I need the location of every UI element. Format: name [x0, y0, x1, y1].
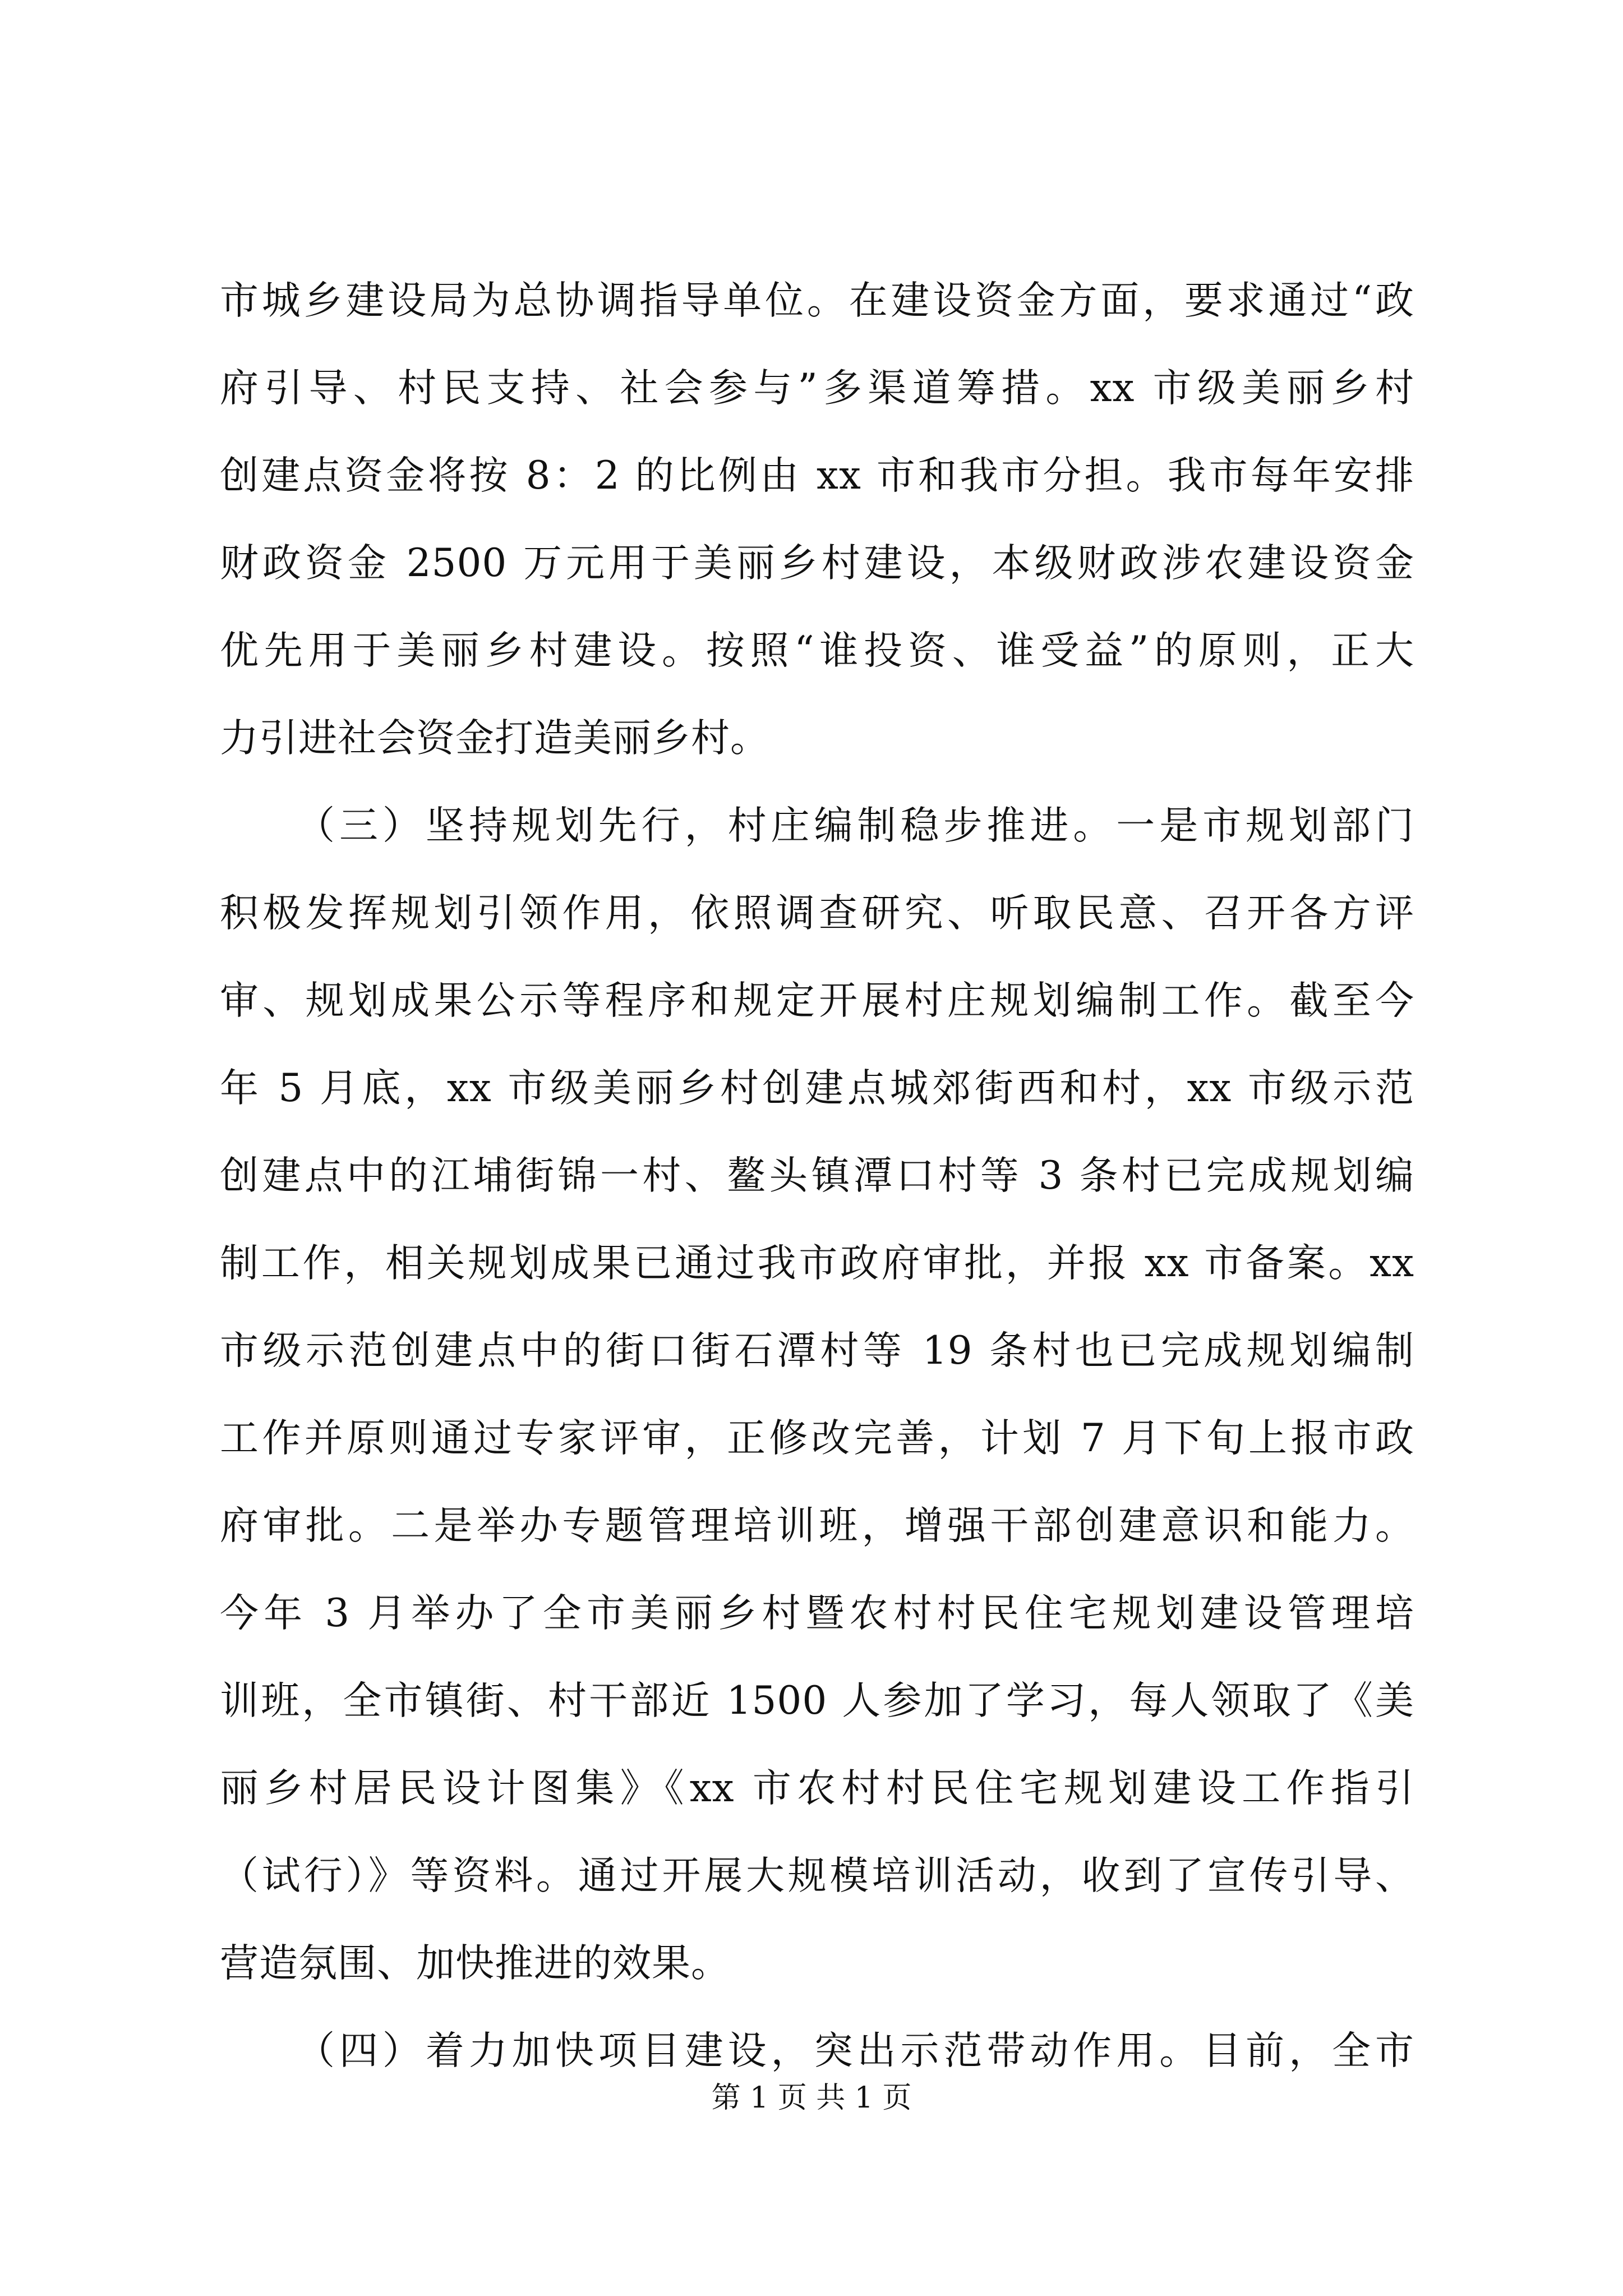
paragraph-line: 市城乡建设局为总协调指导单位。在建设资金方面，要求通过“政 — [220, 278, 1414, 323]
paragraph-line: 审、规划成果公示等程序和规定开展村庄规划编制工作。截至今 — [220, 978, 1414, 1023]
paragraph-line: 丽乡村居民设计图集》《xx 市农村村民住宅规划建设工作指引 — [220, 1766, 1414, 1811]
paragraph-line: 训班，全市镇街、村干部近 1500 人参加了学习，每人领取了《美 — [220, 1678, 1414, 1723]
paragraph-line: 工作并原则通过专家评审，正修改完善，计划 7 月下旬上报市政 — [220, 1416, 1414, 1461]
document-body — [220, 257, 1414, 2095]
paragraph-line: 力引进社会资金打造美丽乡村。 — [220, 716, 769, 761]
paragraph-line: （试行）》等资料。通过开展大规模培训活动，收到了宣传引导、 — [220, 1853, 1414, 1898]
paragraph-line: 府审批。二是举办专题管理培训班，增强干部创建意识和能力。 — [220, 1503, 1414, 1548]
paragraph-line: 市级示范创建点中的街口街石潭村等 19 条村也已完成规划编制 — [220, 1328, 1414, 1373]
paragraph-line: 优先用于美丽乡村建设。按照“谁投资、谁受益”的原则，正大 — [220, 628, 1414, 673]
paragraph-line: 积极发挥规划引领作用，依照调查研究、听取民意、召开各方评 — [220, 891, 1414, 936]
paragraph-line: 年 5 月底，xx 市级美丽乡村创建点城郊街西和村，xx 市级示范 — [220, 1066, 1414, 1111]
paragraph-line: 创建点中的江埔街锦一村、鳌头镇潭口村等 3 条村已完成规划编 — [220, 1153, 1414, 1198]
paragraph-line: 财政资金 2500 万元用于美丽乡村建设，本级财政涉农建设资金 — [220, 541, 1414, 586]
paragraph-line: 制工作，相关规划成果已通过我市政府审批，并报 xx 市备案。xx — [220, 1241, 1414, 1286]
paragraph-line: 营造氛围、加快推进的效果。 — [220, 1941, 730, 1986]
paragraph-line: 今年 3 月举办了全市美丽乡村暨农村村民住宅规划建设管理培 — [220, 1591, 1414, 1636]
section-heading-line: （三）坚持规划先行，村庄编制稳步推进。一是市规划部门 — [296, 803, 1414, 848]
paragraph-line: 府引导、村民支持、社会参与”多渠道筹措。xx 市级美丽乡村 — [220, 366, 1414, 411]
paragraph-line: 创建点资金将按 8：2 的比例由 xx 市和我市分担。我市每年安排 — [220, 453, 1414, 498]
section-heading-line: （四）着力加快项目建设，突出示范带动作用。目前，全市 — [296, 2028, 1414, 2073]
page-footer: 第 1 页 共 1 页 — [711, 2081, 912, 2115]
